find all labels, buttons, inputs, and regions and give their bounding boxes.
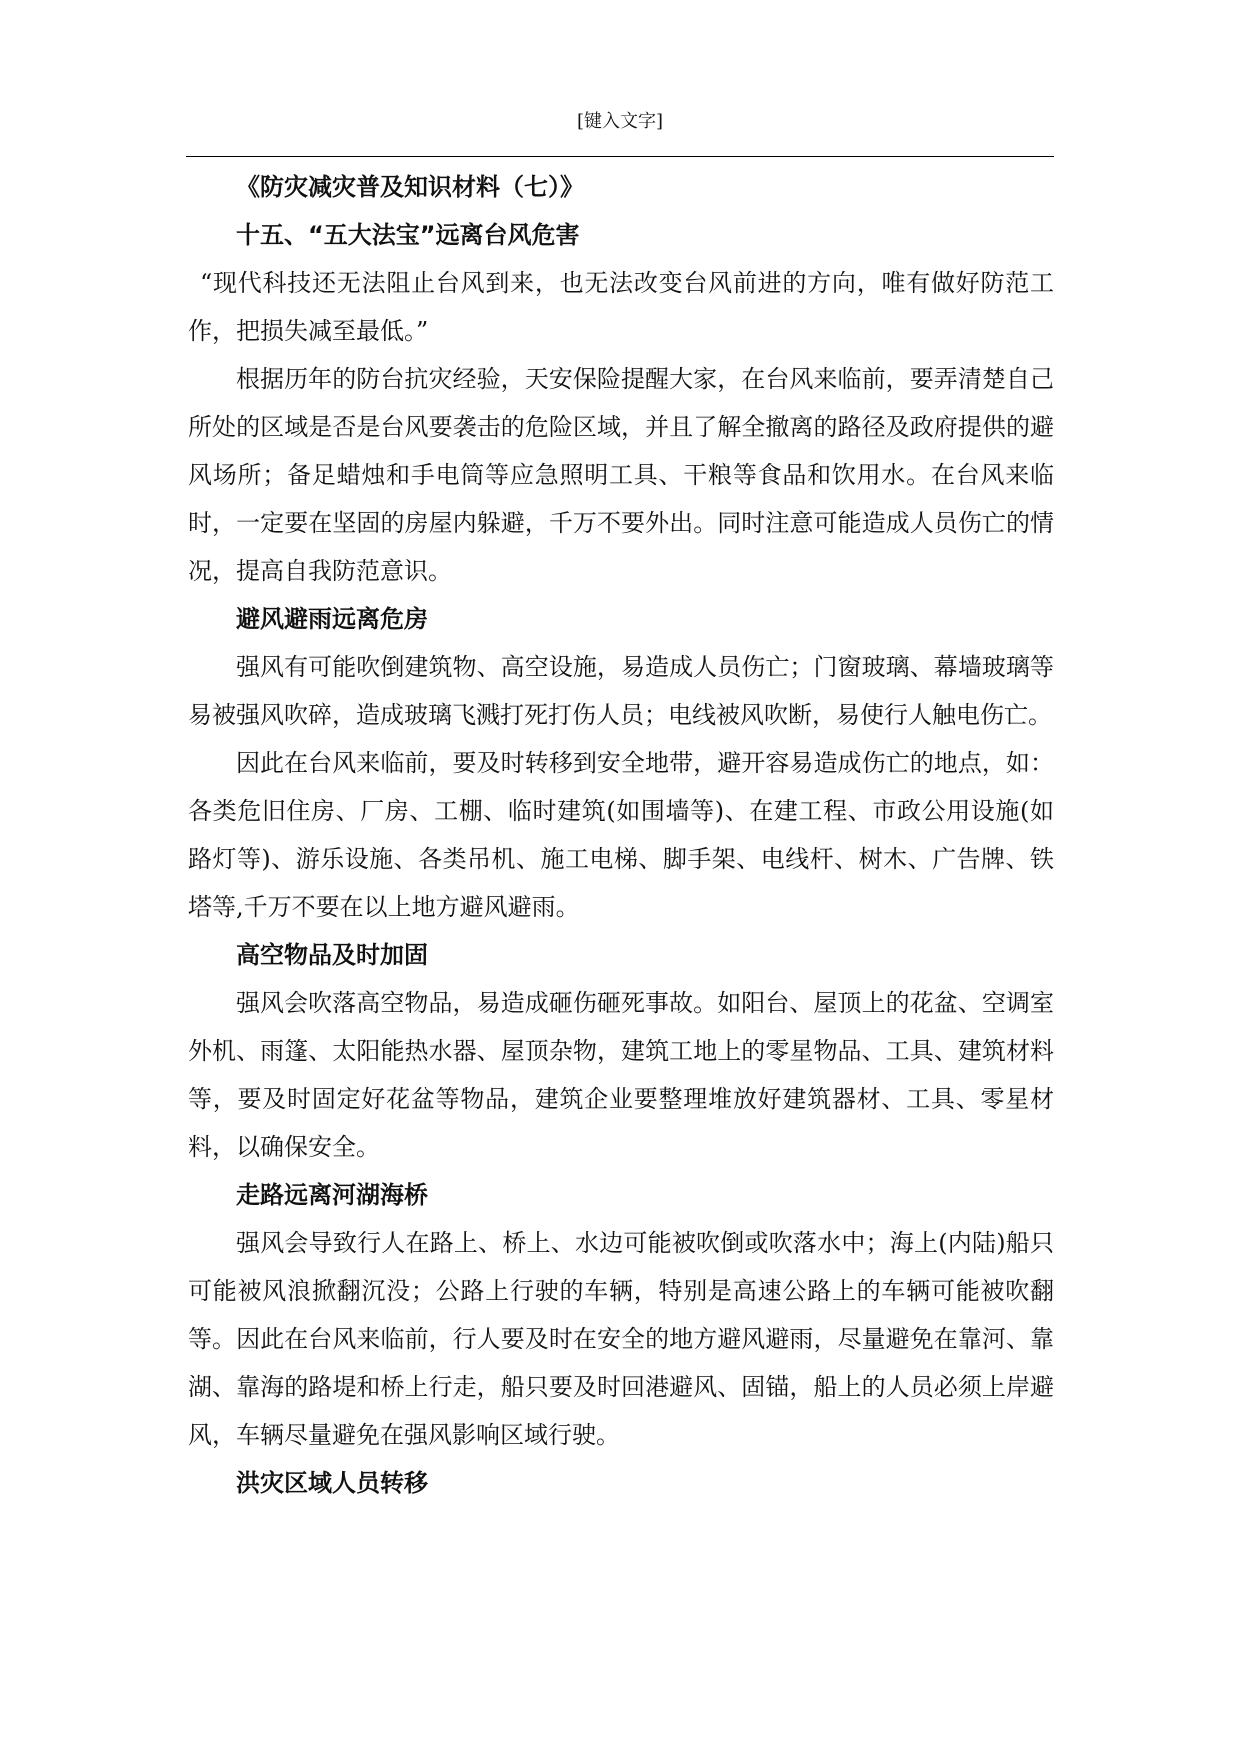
subsection-heading-avoid-water: 走路远离河湖海桥 bbox=[236, 1181, 428, 1209]
paragraph: 强风有可能吹倒建筑物、高空设施，易造成人员伤亡；门窗玻璃、幕墙玻璃等易被强风吹碎，造成玻璃飞溅打死打伤人员；电线被风吹断，易使行人触电伤亡。 bbox=[188, 653, 1054, 729]
header-divider bbox=[186, 156, 1054, 157]
subsection-heading-shelter: 避风避雨远离危房 bbox=[236, 605, 428, 633]
page-header-text: [键入文字] bbox=[576, 111, 664, 132]
subsection-heading-flood-evacuation: 洪灾区域人员转移 bbox=[236, 1469, 428, 1497]
paragraph: 强风会吹落高空物品，易造成砸伤砸死事故。如阳台、屋顶上的花盆、空调室外机、雨篷、太阳能热水器、屋顶杂物，建筑工地上的零星物品、工具、建筑材料等，要及时固定好花盆等物品，建筑企业要整理堆放好建筑器材、工具、零星材料，以确保安全。 bbox=[188, 989, 1054, 1161]
paragraph: 强风会导致行人在路上、桥上、水边可能被吹倒或吹落水中；海上(内陆)船只可能被风浪掀翻沉没；公路上行驶的车辆，特别是高速公路上的车辆可能被吹翻等。因此在台风来临前，行人要及时在安全的地方避风避雨，尽量避免在靠河、靠湖、靠海的路堤和桥上行走，船只要及时回港避风、固锚，船上的人员必须上岸避风，车辆尽量避免在强风影响区域行驶。 bbox=[188, 1229, 1054, 1449]
document-title: 《防灾减灾普及知识材料（七）》 bbox=[236, 173, 584, 201]
intro-paragraph: 根据历年的防台抗灾经验，天安保险提醒大家，在台风来临前，要弄清楚自己所处的区域是否是台风要袭击的危险区域，并且了解全撤离的路径及政府提供的避风场所；备足蜡烛和手电筒等应急照明工具、干粮等食品和饮用水。在台风来临时，一定要在坚固的房屋内躲避，千万不要外出。同时注意可能造成人员伤亡的情况，提高自我防范意识。 bbox=[188, 365, 1054, 585]
subsection-heading-secure-objects: 高空物品及时加固 bbox=[236, 941, 428, 969]
section-heading: 十五、“五大法宝”远离台风危害 bbox=[236, 221, 580, 249]
document-body bbox=[188, 163, 1054, 1507]
paragraph: 因此在台风来临前，要及时转移到安全地带，避开容易造成伤亡的地点，如：各类危旧住房、厂房、工棚、临时建筑(如围墙等)、在建工程、市政公用设施(如路灯等)、游乐设施、各类吊机、施工电梯、脚手架、电线杆、树木、广告牌、铁塔等,千万不要在以上地方避风避雨。 bbox=[188, 749, 1054, 921]
intro-quote: “现代科技还无法阻止台风到来，也无法改变台风前进的方向，唯有做好防范工作，把损失减至最低。” bbox=[188, 269, 1054, 345]
